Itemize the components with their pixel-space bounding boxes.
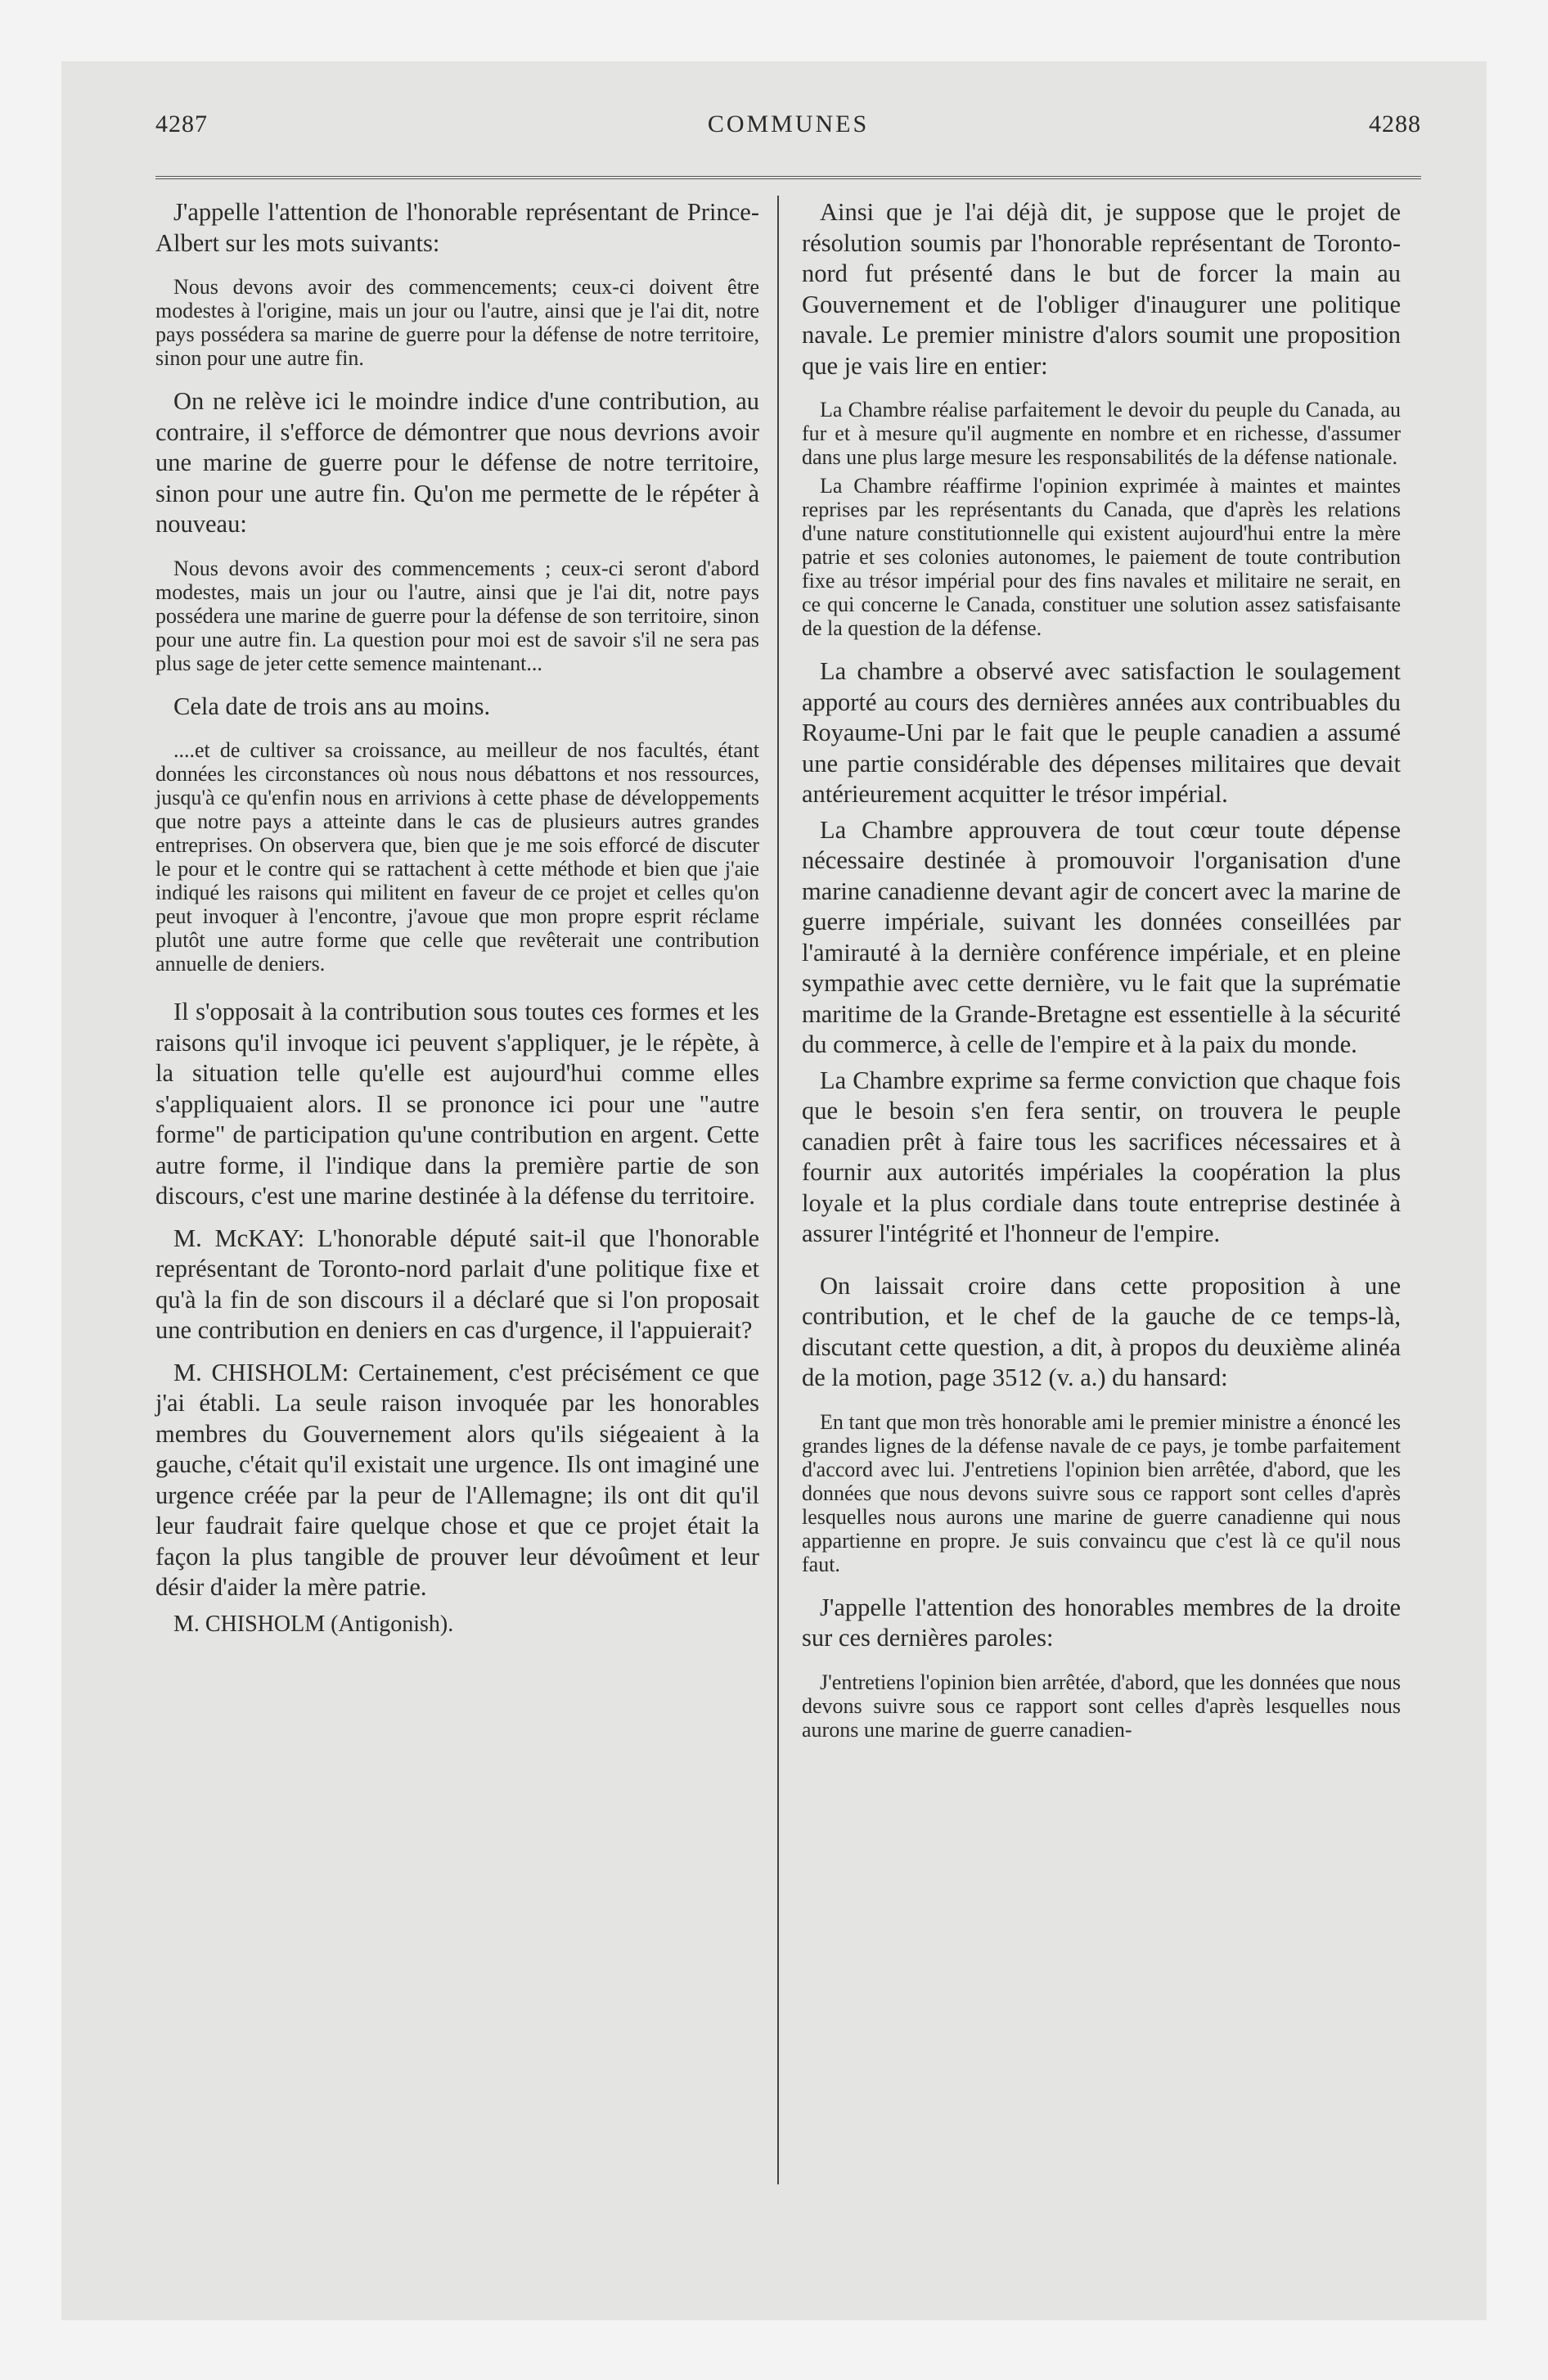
paragraph: M. CHISHOLM: Certainement, c'est précisément ce que j'ai établi. La seule raison invoquée par les honorables membres du Gouvernement alors qu'ils siégeaient à la gauche, c'était qu'il existait une urgence. Ils ont imaginé une urgence créée par la peur de l'Allemagne; ils ont dit qu'il leur faudrait faire quelque chose et que ce projet était la façon la plus tangible de prouver leur dévoûment et leur désir d'aider la mère patrie.	[155, 1358, 759, 1601]
page-number-left: 4287	[155, 110, 208, 137]
quoted-passage: Nous devons avoir des commencements; ceux-ci doivent être modestes à l'origine, mais un jour ou l'autre, ainsi que je l'ai dit, notre pays possédera sa marine de guerre pour la défense de notre territoire, sinon pour une autre fin.	[155, 275, 759, 370]
page	[61, 61, 1487, 2320]
quoted-passage: La Chambre réalise parfaitement le devoir du peuple du Canada, au fur et à mesure qu'il augmente en nombre et en richesse, d'assumer dans une plus large mesure les responsabilités de la défense nationale.	[802, 398, 1401, 469]
paragraph: Cela date de trois ans au moins.	[173, 692, 491, 720]
quoted-passage: J'entretiens l'opinion bien arrêtée, d'abord, que les données que nous devons suivre sous ce rapport sont celles d'après lesquelles nous aurons une marine de guerre canadien-	[802, 1670, 1401, 1742]
quoted-passage: Nous devons avoir des commencements ; ceux-ci seront d'abord modestes, mais un jour ou l'autre, ainsi que je l'ai dit, notre pays possédera une marine de guerre pour la défense de son territoire, sinon pour une autre fin. La question pour moi est de savoir s'il ne sera pas plus sage de jeter cette semence maintenant...	[155, 556, 759, 675]
right-column	[779, 197, 1401, 2184]
left-column	[155, 197, 777, 2184]
page-header	[155, 110, 1421, 160]
quoted-passage: La Chambre réaffirme l'opinion exprimée à maintes et maintes reprises par les représentants du Canada, que d'après les relations d'une nature constitutionnelle qui existent aujourd'hui entre la mère patrie et ses colonies autonomes, le paiement de toute contribution fixe au trésor impérial pour des fins navales et militaire ne serait, en ce qui concerne le Canada, constituer une solution assez satisfaisante de la question de la défense.	[802, 474, 1401, 640]
paragraph: J'appelle l'attention de l'honorable représentant de Prince-Albert sur les mots suivants:	[155, 198, 759, 257]
paragraph: On laissait croire dans cette proposition à une contribution, et le chef de la gauche de ce temps-là, discutant cette question, a dit, à propos du deuxième alinéa de la motion, page 3512 (v. a.) du hansard:	[802, 1271, 1401, 1391]
paragraph: Il s'opposait à la contribution sous toutes ces formes et les raisons qu'il invoque ici peuvent s'appliquer, je le répète, à la situation telle qu'elle est aujourd'hui comme elles s'appliquaient alors. Il se prononce ici pour une "autre forme" de participation qu'une contribution en argent. Cette autre forme, il l'indique dans la première partie de son discours, c'est une marine destinée à la défense du territoire.	[155, 998, 759, 1210]
running-title: COMMUNES	[707, 110, 870, 137]
paragraph: J'appelle l'attention des honorables membres de la droite sur ces dernières paroles:	[802, 1593, 1401, 1652]
speaker-attribution: M. CHISHOLM (Antigonish).	[173, 1611, 454, 1637]
paragraph: Ainsi que je l'ai déjà dit, je suppose que le projet de résolution soumis par l'honorable représentant de Toronto-nord fut présenté dans le but de forcer la main au Gouvernement et de l'obliger d'inaugurer une politique navale. Le premier ministre d'alors soumit une proposition que je vais lire en entier:	[802, 198, 1401, 380]
page-number-right: 4288	[1369, 110, 1421, 137]
two-column-body	[155, 197, 1421, 2184]
paragraph: M. McKAY: L'honorable député sait-il que l'honorable représentant de Toronto-nord parlait d'une politique fixe et qu'à la fin de son discours il a déclaré que si l'on proposait une contribution en deniers en cas d'urgence, il l'appuierait?	[155, 1224, 759, 1344]
paragraph: La Chambre approuvera de tout cœur toute dépense nécessaire destinée à promouvoir l'organisation d'une marine canadienne devant agir de concert avec la marine de guerre impériale, suivant les données conseillées par l'amirauté à la dernière conférence impériale, et en pleine sympathie avec cette dernière, vu le fait que la suprématie maritime de la Grande-Bretagne est essentielle à la sécurité du commerce, à celle de l'empire et à la paix du monde.	[802, 815, 1401, 1058]
paragraph: On ne relève ici le moindre indice d'une contribution, au contraire, il s'efforce de démontrer que nous devrions avoir une marine de guerre pour le défense de notre territoire, sinon pour une autre fin. Qu'on me permette de le répéter à nouveau:	[155, 387, 759, 538]
quoted-passage: ....et de cultiver sa croissance, au meilleur de nos facultés, étant données les circonstances où nous nous débattons et nos ressources, jusqu'à ce qu'enfin nous en arrivions à cette phase de développements que notre pays a atteinte dans le cas de plusieurs autres grandes entreprises. On observera que, bien que je me sois efforcé de discuter le pour et le contre qui se rattachent à cette méthode et bien que j'aie indiqué les raisons qui militent en faveur de ce projet et celles qu'on peut invoquer à l'encontre, j'avoue que mon propre esprit réclame plutôt une autre forme que celle que revêterait une contribution annuelle de deniers.	[155, 738, 759, 976]
quoted-passage: En tant que mon très honorable ami le premier ministre a énoncé les grandes lignes de la défense navale de ce pays, je tombe parfaitement d'accord avec lui. J'entretiens l'opinion bien arrêtée, d'abord, que les données que nous devons suivre sous ce rapport sont celles d'après lesquelles nous aurons une marine de guerre canadienne qui nous appartienne en propre. Je suis convaincu que c'est là ce qu'il nous faut.	[802, 1409, 1401, 1576]
paragraph: La chambre a observé avec satisfaction le soulagement apporté au cours des dernières années aux contribuables du Royaume-Uni par le fait que le peuple canadien a assumé une partie considérable des dépenses militaires que devait antérieurement acquitter le trésor impérial.	[802, 657, 1401, 808]
paragraph: La Chambre exprime sa ferme conviction que chaque fois que le besoin s'en fera sentir, on trouvera le peuple canadien prêt à faire tous les sacrifices nécessaires et à fournir aux autorités impériales la coopération la plus loyale et la plus cordiale dans toute entreprise destinée à assurer l'intégrité et l'honneur de l'empire.	[802, 1066, 1401, 1247]
header-rule	[155, 176, 1421, 179]
